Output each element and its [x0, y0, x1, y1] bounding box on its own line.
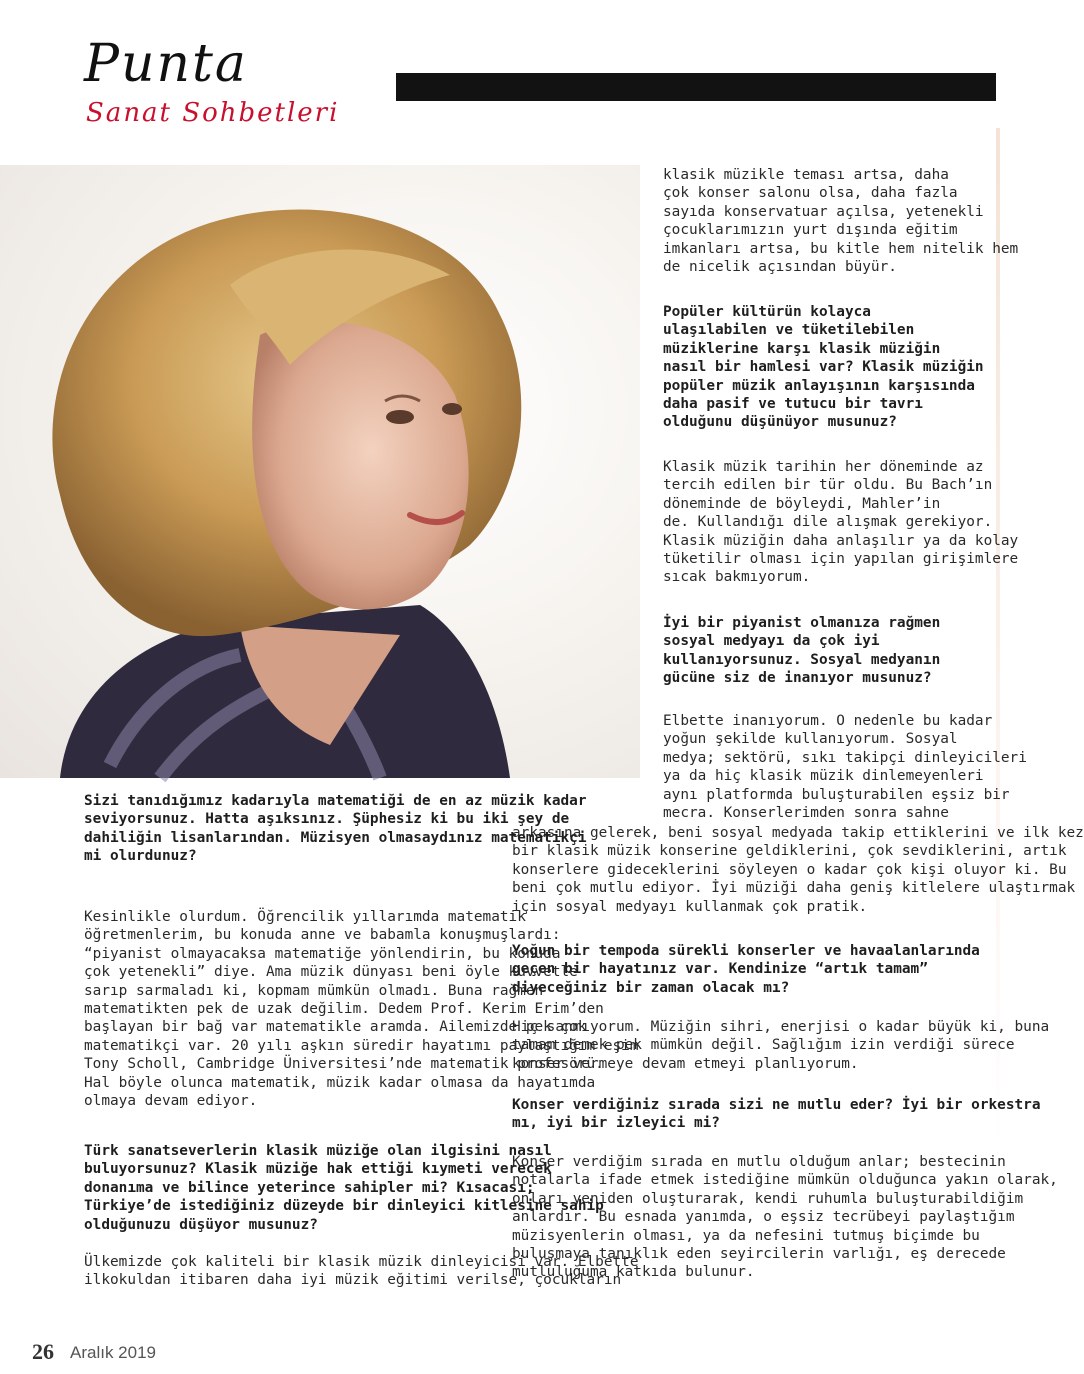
- question-audience: Türk sanatseverlerin klasik müziğe olan ilgisini nasıl buluyorsunuz? Klasik müziğe hak ettiği kıymeti verecek donanıma ve bilince yeterince sahipler mi? Kısacası; Türkiye’de istediğiniz düzeyde bir dinleyici kitlesine sahip olduğunuzu düşüyor musunuz?: [84, 1143, 604, 1233]
- answer-popular-culture: Klasik müzik tarihin her döneminde az tercih edilen bir tür oldu. Bu Bach’ın döneminde de böyleydi, Mahler’in de. Kullandığı dile alışmak gerekiyor. Klasik müziğin daha anlaşılır ya da kolay tüketilir olması için yapılan girişimlere sıcak bakmıyorum.: [663, 459, 1019, 586]
- answer-mathematics: Kesinlikle olurdum. Öğrencilik yıllarımda matematik öğretmenlerim, bu konuda anne ve babamla konuşmuşlardı: “piyanist olmayacaksa matematiğe yönlendirin, bu konuda çok yetenekli” diye. Ama müzik dünyası beni öyle kuvvetle sarıp sarmaladı ki, kopmam mümkün olmadı. Buna rağmen matematikten pek de uzak değilim. Dedem Prof. Kerim Erim’den başlayan bir bağ var matematikle aramda. Ailemizde pek çok matematikçi var. 20 yılı aşkın süredir hayatımı paylaştığım eşim Tony Scholl, Cambridge Üniversitesi’nde matematik profesörü. Hal böyle olunca matematik, müzik kadar olmasa da hayatımda olmaya devam ediyor.: [84, 909, 639, 1110]
- issue-date: Aralık 2019: [70, 1343, 156, 1362]
- question-popular-culture: Popüler kültürün kolayca ulaşılabilen ve tüketilebilen müziklerine karşı klasik müziğin nasıl bir hamlesi var? Klasik müziğin popüler müzik anlayışının karşısında daha pasif ve tutucu bir tavrı olduğunu düşünüyor musunuz?: [663, 304, 984, 431]
- brand-subtitle: Sanat Sohbetleri: [86, 98, 340, 128]
- body-paragraph-1: klasik müzikle teması artsa, daha çok konser salonu olsa, daha fazla sayıda konservatuar açılsa, yetenekli çocuklarımızın yurt dışında eğitim imkanları artsa, bu kitle hem nitelik hem de nicelik açısından büyür.: [663, 167, 1019, 276]
- answer-social-media-bottom: arkasına gelerek, beni sosyal medyada takip ettiklerini ve ilk kez bir klasik müzik konserine geldiklerini, çok sevdiklerini, artık konserlere gideceklerini söyleyen o kadar çok kişi oluyor ki. Bu beni çok mutlu ediyor. İyi müziği daha geniş kitlelere ulaştırmak için sosyal medyayı kullanmak çok pratik.: [512, 825, 1084, 915]
- question-social-media: İyi bir piyanist olmanıza rağmen sosyal medyayı da çok iyi kullanıyorsunuz. Sosyal medyanın gücüne siz de inanıyor musunuz?: [663, 615, 941, 687]
- answer-social-media-top: Elbette inanıyorum. O nedenle bu kadar yoğun şekilde kullanıyorum. Sosyal medya; sektörü, sıkı takipçi dinleyicileri ya da hiç klasik müzik dinlemeyenleri aynı platformda buluşturabilen eşsiz bir mecra. Konserlerimden sonra sahne: [663, 713, 1027, 822]
- portrait-illustration: [0, 165, 640, 778]
- question-mathematics: Sizi tanıdığımız kadarıyla matematiği de en az müzik kadar seviyorsunuz. Hatta aşıksınız. Şüphesiz ki bu iki şey de dahiliğin lisanlarından. Müzisyen olmasaydınız matematikçi mi olurdunuz?: [84, 793, 587, 865]
- page-edge-strip: [996, 128, 1000, 1148]
- brand-title: Punta: [84, 34, 248, 94]
- question-tempo: Yoğun bir tempoda sürekli konserler ve havaalanlarında geçen bir hayatınız var. Kendinize “artık tamam” diyeceğiniz bir zaman olacak mı?: [512, 943, 980, 996]
- portrait-photo: [0, 165, 640, 778]
- answer-audience-start: Ülkemizde çok kaliteli bir klasik müzik dinleyicisi var. Elbette ilkokuldan itibaren daha iyi müzik eğitimi verilse, çocukların: [84, 1254, 639, 1289]
- page-number: 26: [32, 1339, 54, 1364]
- magazine-brand: [80, 34, 380, 138]
- header-bar: [396, 73, 996, 101]
- answer-happiness: Konser verdiğim sırada en mutlu olduğum anlar; bestecinin notalarla ifade etmek istediğine mümkün olduğunca yakın olarak, onları yeniden oluşturarak, kendi ruhumla buluşturabildiğim anlardır. Bu esnada yanımda, o eşsiz tecrübeyi paylaştığım müzisyenlerin olması, ya da nefesini tutmuş biçimde bu buluşmaya tanıklık eden seyircilerin varlığı, eş derecede mutluluğuma katkıda bulunur.: [512, 1154, 1058, 1281]
- question-happiness: Konser verdiğiniz sırada sizi ne mutlu eder? İyi bir orkestra mı, iyi bir izleyici mi?: [512, 1097, 1041, 1132]
- answer-tempo: Hiç sanmıyorum. Müziğin sihri, enerjisi o kadar büyük ki, buna tamam demek pek mümkün değil. Sağlığım izin verdiği sürece konser vermeye devam etmeyi planlıyorum.: [512, 1019, 1050, 1072]
